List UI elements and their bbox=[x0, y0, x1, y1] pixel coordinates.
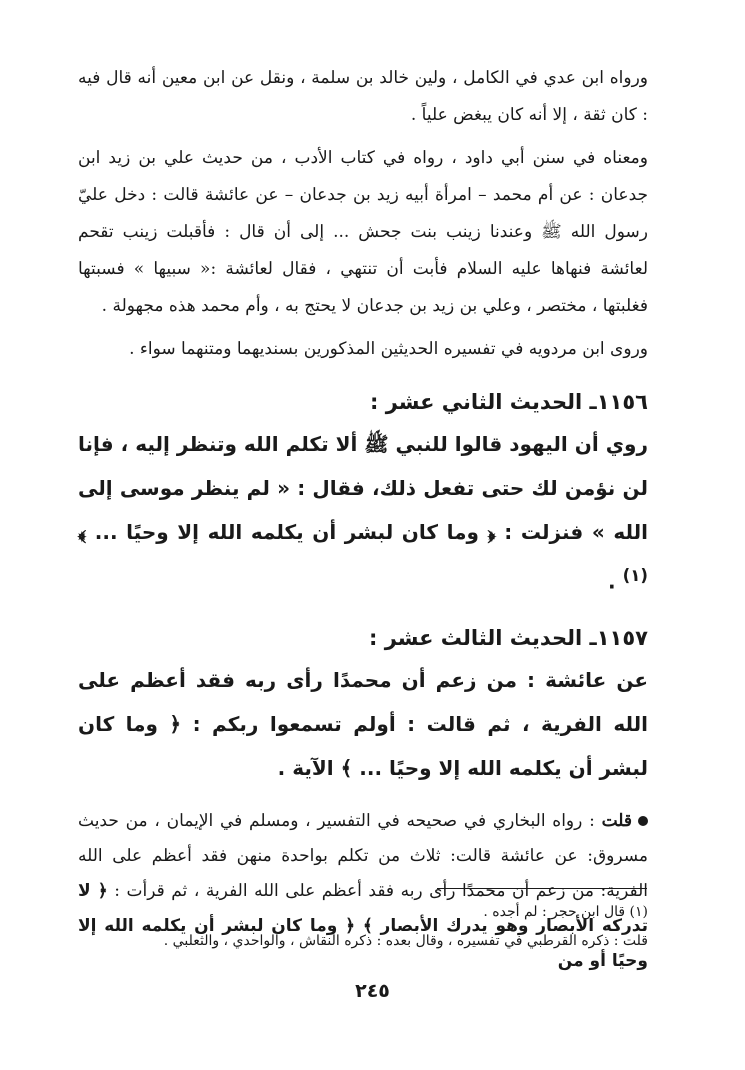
bullet-icon bbox=[638, 816, 648, 826]
hadith-1156-heading: ١١٥٦ـ الحديث الثاني عشر : bbox=[369, 390, 648, 414]
hadith-1156-body: روي أن اليهود قالوا للنبي ﷺ ألا تكلم الله وتنظر إليه ، فإنا لن نؤمن لك حتى تفعل ذلك، فقال : « لم ينظر موسى إلى الله » فنزلت : ﴿ وما كان لبشر أن يكلمه الله إلا وحيًا ... ﴾ bbox=[78, 432, 648, 544]
paragraph-abu-dawud: ومعناه في سنن أبي داود ، رواه في كتاب الأدب ، من حديث علي بن زيد ابن جدعان : عن أم محمد – امرأة أبيه زيد بن جدعان – عن عائشة قالت : دخل عليّ رسول الله ﷺ وعندنا زينب بنت جحش ... إلى أن قال : فأقبلت زينب تقحم لعائشة فنهاها عليه السلام فأبت أن تنتهي ، فقال لعائشة :« سبيها » فسبتها فغلبتها ، مختصر ، وعلي بن زيد بن جدعان لا يحتج به ، وأم محمد هذه مجهولة . bbox=[78, 148, 648, 316]
footnote-1: (١) قال ابن حجر : لم أجده . bbox=[483, 904, 648, 920]
footnote-2: قلت : ذكره القرطبي في تفسيره ، وقال بعده : ذكره النقاش ، والواحدي ، والثعلبي . bbox=[163, 933, 648, 949]
footnote-marker: (١) bbox=[622, 566, 648, 585]
note-label: قلت bbox=[601, 810, 633, 831]
page-body bbox=[78, 60, 648, 979]
note-quote: ﴿ لا تدركه الأبصار وهو يدرك الأبصار ﴾ ﴿ وما كان لبشر أن يكلمه الله إلا وحيًا أو من bbox=[78, 880, 648, 971]
footnotes bbox=[78, 898, 648, 956]
paragraph-ibn-adi: ورواه ابن عدي في الكامل ، ولين خالد بن سلمة ، ونقل عن ابن معين أنه قال فيه : كان ثقة ، إلا أنه كان يبغض علياً . bbox=[78, 68, 648, 125]
footnote-divider bbox=[437, 888, 647, 889]
paragraph-ibn-mardawayh: وروى ابن مردويه في تفسيره الحديثين المذكورين بسنديهما ومتنهما سواء . bbox=[129, 339, 648, 359]
note-text: : رواه البخاري في صحيحه في التفسير ، ومسلم في الإيمان ، من حديث مسروق: عن عائشة قالت: ثلاث من تكلم بواحدة منهن فقد أعظم على الله الفرية: من زعم أن محمدًا رأى ربه فقد أعظم على الله الفرية ، ثم قرأت : bbox=[78, 810, 648, 901]
hadith-1156-end: . bbox=[608, 569, 623, 594]
page-number: ٢٤٥ bbox=[355, 980, 390, 1002]
hadith-1157-text: عن عائشة : من زعم أن محمدًا رأى ربه فقد أعظم على الله الفرية ، ثم قالت : أولم تسمعوا ربكم : ﴿ وما كان لبشر أن يكلمه الله إلا وحيًا ... ﴾ الآية . bbox=[78, 667, 648, 780]
hadith-1157-heading: ١١٥٧ـ الحديث الثالث عشر : bbox=[369, 625, 648, 650]
hadith-1156-text bbox=[78, 422, 648, 604]
